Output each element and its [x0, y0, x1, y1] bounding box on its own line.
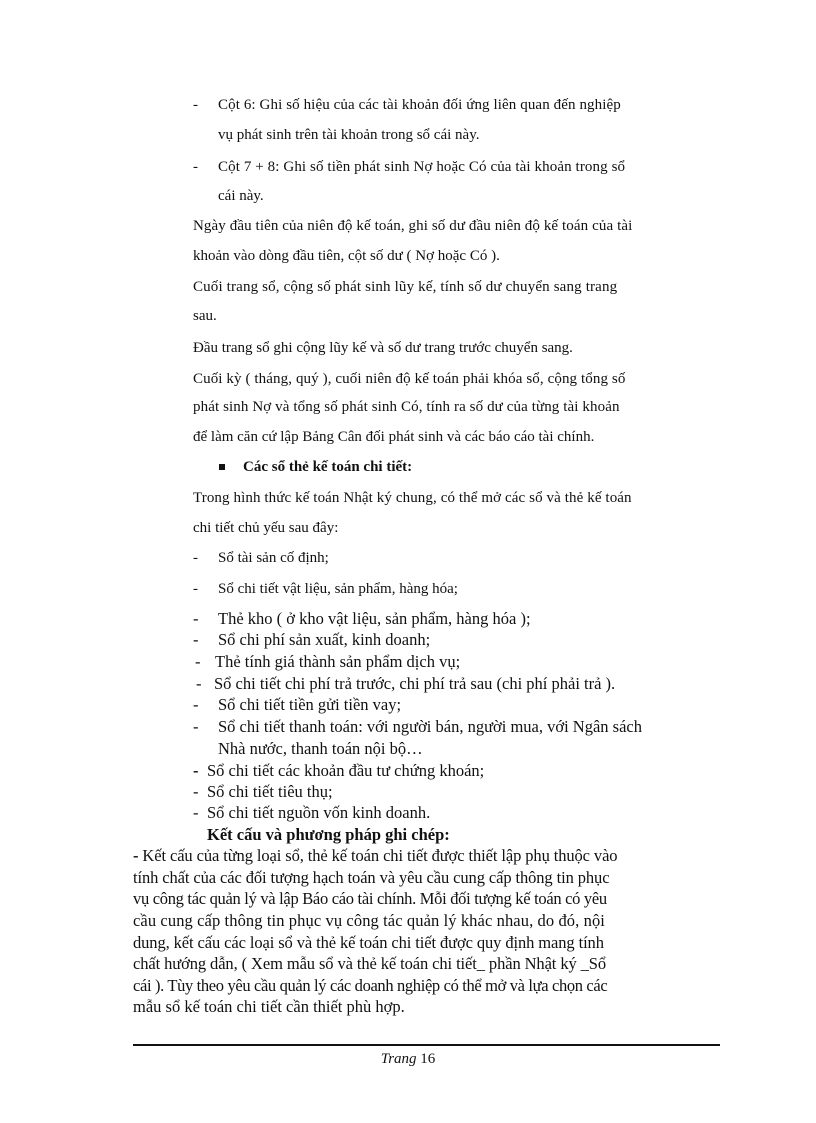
structure-line-8: mẫu sổ kế toán chi tiết cần thiết phù hợp.	[133, 997, 405, 1016]
footer-divider	[133, 1044, 720, 1046]
list-dash: -	[195, 652, 201, 671]
book-item-10: Sổ chi tiết tiêu thụ;	[207, 782, 333, 801]
book-item-3: Thẻ kho ( ở kho vật liệu, sản phẩm, hàng hóa );	[218, 609, 531, 628]
structure-line-3: vụ công tác quản lý và lập Báo cáo tài chính. Mỗi đối tượng kế toán có yêu	[133, 889, 607, 908]
book-item-6: Sổ chi tiết chi phí trả trước, chi phí trả sau (chi phí phải trả ).	[214, 674, 616, 693]
structure-line-4: cầu cung cấp thông tin phục vụ công tác quản lý khác nhau, do đó, nội	[133, 911, 605, 930]
section-heading-detail-books: Các sổ thẻ kế toán chi tiết:	[243, 459, 413, 475]
detail-books-intro-line-2: chi tiết chủ yếu sau đây:	[193, 520, 339, 536]
list-dash: -	[193, 609, 199, 628]
structure-line-1-text: Kết cấu của từng loại sổ, thẻ kế toán chi tiết được thiết lập phụ thuộc vào	[138, 846, 618, 865]
book-item-8-line-1: Sổ chi tiết thanh toán: với người bán, người mua, với Ngân sách	[218, 717, 642, 736]
structure-line-5: dung, kết cấu các loại sổ và thẻ kế toán chi tiết được quy định mang tính	[133, 933, 604, 952]
square-bullet-icon	[219, 464, 225, 470]
page-footer	[0, 1049, 816, 1069]
col78-line-1: Cột 7 + 8: Ghi số tiền phát sinh Nợ hoặc Có của tài khoản trong sổ	[218, 159, 626, 175]
list-dash: -	[193, 581, 198, 597]
col6-line-2: vụ phát sinh trên tài khoản trong sổ cái này.	[218, 127, 480, 143]
para-opening-line-2: khoản vào dòng đầu tiên, cột số dư ( Nợ hoặc Có ).	[193, 248, 500, 264]
list-dash: -	[196, 674, 202, 693]
para-page-end-line-1: Cuối trang sổ, cộng số phát sinh lũy kế, tính số dư chuyển sang trang	[193, 279, 618, 295]
list-dash: -	[193, 803, 199, 822]
para-opening-line-1: Ngày đầu tiên của niên độ kế toán, ghi số dư đầu niên độ kế toán của tài	[193, 218, 633, 234]
list-dash: -	[193, 550, 198, 566]
book-item-8-line-2: Nhà nước, thanh toán nội bộ…	[218, 739, 423, 758]
list-dash: -	[193, 159, 198, 175]
col78-line-2: cái này.	[218, 188, 264, 204]
para-page-end-line-2: sau.	[193, 308, 217, 324]
list-dash: -	[193, 630, 199, 649]
para-period-end-line-1: Cuối kỳ ( tháng, quý ), cuối niên độ kế toán phải khóa sổ, cộng tổng số	[193, 371, 626, 387]
section-heading-structure: Kết cấu và phương pháp ghi chép:	[207, 825, 450, 844]
book-item-5: Thẻ tính giá thành sản phẩm dịch vụ;	[215, 652, 461, 671]
structure-lead-dash: -	[133, 846, 139, 865]
book-item-1: Sổ tài sản cố định;	[218, 550, 329, 566]
book-item-4: Sổ chi phí sản xuất, kinh doanh;	[218, 630, 431, 649]
book-item-11: Sổ chi tiết nguồn vốn kinh doanh.	[207, 803, 431, 822]
para-period-end-line-2: phát sinh Nợ và tổng số phát sinh Có, tính ra số dư của từng tài khoản	[193, 399, 620, 415]
para-period-end-line-3: để làm căn cứ lập Bảng Cân đối phát sinh và các báo cáo tài chính.	[193, 429, 595, 445]
list-dash: -	[193, 782, 199, 801]
list-dash: -	[193, 695, 199, 714]
book-item-2: Sổ chi tiết vật liệu, sản phẩm, hàng hóa;	[218, 581, 458, 597]
para-page-start-line-1: Đầu trang sổ ghi cộng lũy kế và số dư trang trước chuyển sang.	[193, 340, 573, 356]
book-item-9: Sổ chi tiết các khoản đầu tư chứng khoán;	[207, 761, 485, 780]
detail-books-intro-line-1: Trong hình thức kế toán Nhật ký chung, có thể mở các sổ và thẻ kế toán	[193, 490, 632, 506]
book-item-7: Sổ chi tiết tiền gửi tiền vay;	[218, 695, 402, 714]
list-dash: -	[193, 761, 199, 780]
structure-line-7: cái ). Tùy theo yêu cầu quản lý các doanh nghiệp có thể mở và lựa chọn các	[133, 976, 608, 995]
page-label: Trang	[380, 1051, 417, 1067]
list-dash: -	[193, 717, 199, 736]
list-dash: -	[193, 97, 198, 113]
page-number: 16	[420, 1051, 436, 1067]
structure-line-2: tính chất của các đối tượng hạch toán và yêu cầu cung cấp thông tin phục	[133, 868, 610, 887]
structure-line-1	[133, 846, 617, 865]
col6-line-1: Cột 6: Ghi số hiệu của các tài khoản đối ứng liên quan đến nghiệp	[218, 97, 621, 113]
structure-line-6: chất hướng dẫn, ( Xem mẫu sổ và thẻ kế toán chi tiết_ phần Nhật ký _Sổ	[133, 954, 607, 973]
